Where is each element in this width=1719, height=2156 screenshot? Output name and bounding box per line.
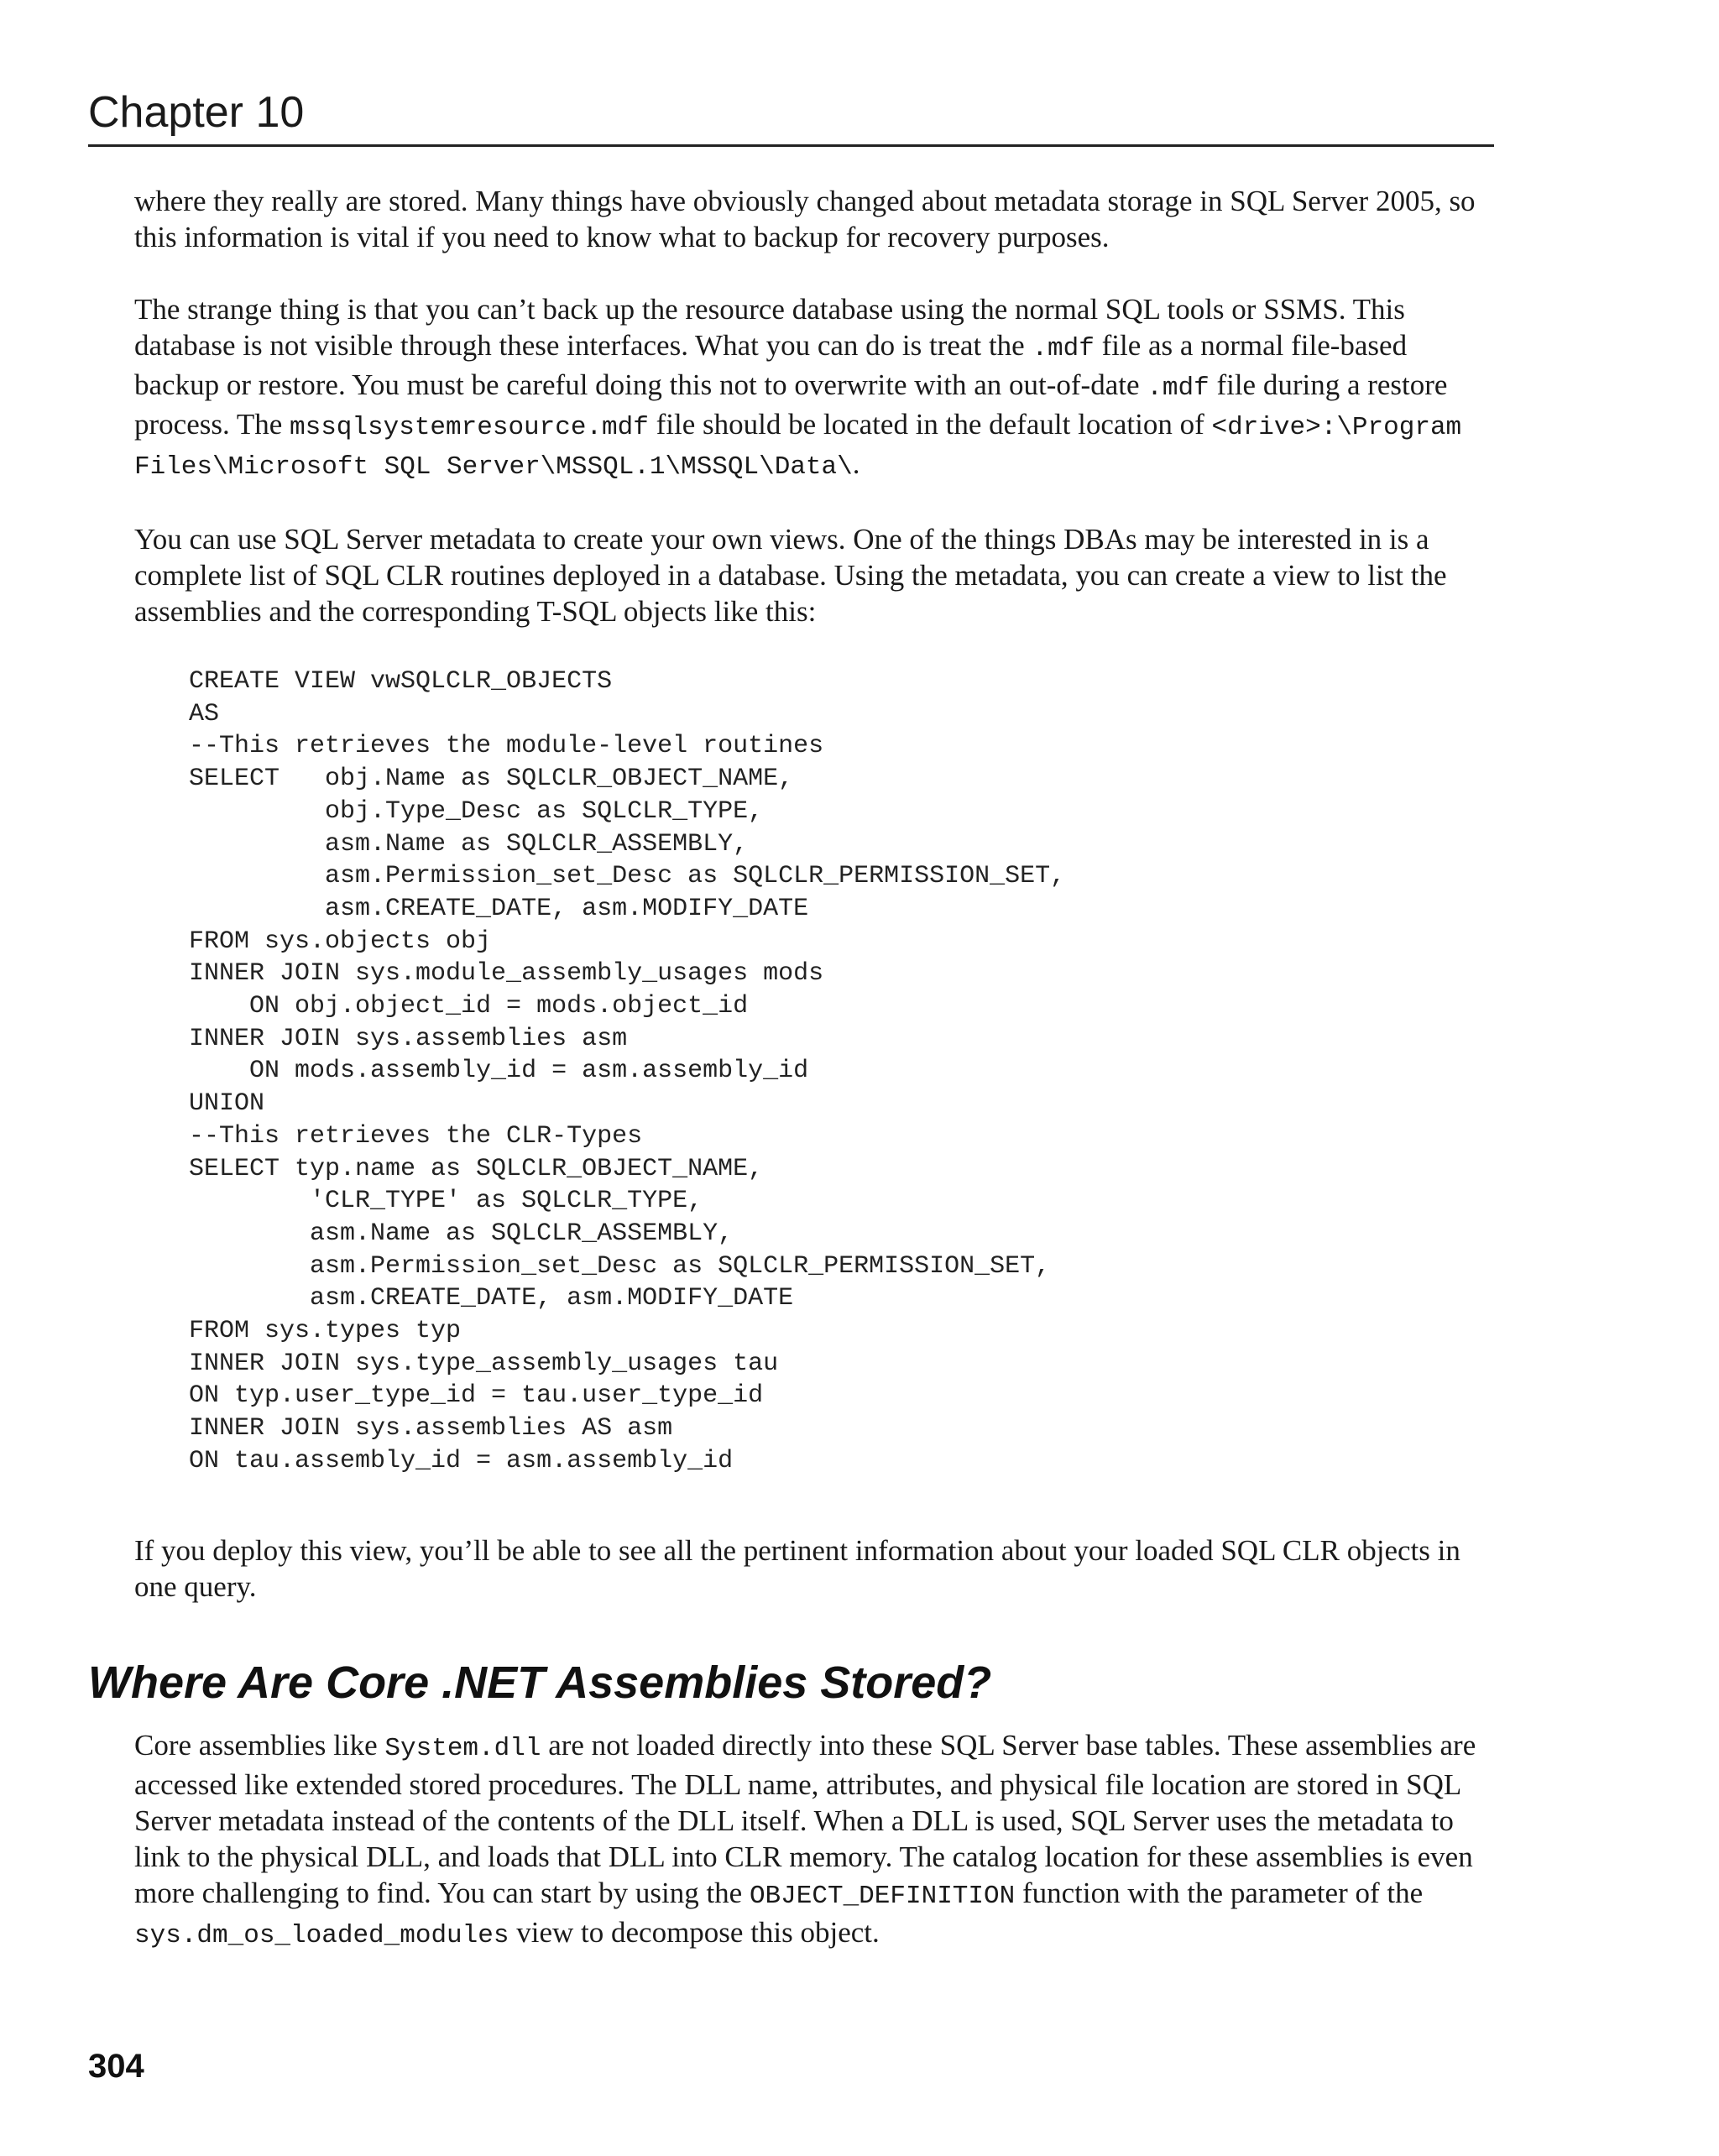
- paragraph-text: where they really are stored. Many things have obviously changed about metadata storage in SQL Server 2005, so this information is vital if you need to know what to backup for recovery purposes.: [134, 185, 1476, 253]
- paragraph-3: [134, 521, 1494, 629]
- paragraph-1: [134, 183, 1494, 255]
- inline-code: .mdf: [1147, 373, 1210, 403]
- paragraph-text: function with the parameter of the: [1015, 1877, 1424, 1909]
- paragraph-text: file during a restore process. The: [134, 368, 1448, 441]
- paragraph-text: are not loaded directly into these SQL Server base tables. These assemblies are accessed like extended stored procedures. The DLL name, attributes, and physical file location are stored in SQL Server metadata instead of the contents of the DLL itself. When a DLL is used, SQL Server uses the metadata to link to the physical DLL, and loads that DLL into CLR memory. The catalog location for these assemblies is even more challenging to find. You can start by using the: [134, 1729, 1476, 1909]
- paragraph-text: If you deploy this view, you’ll be able to see all the pertinent information about your loaded SQL CLR objects in one query.: [134, 1533, 1460, 1603]
- paragraph-2: [134, 291, 1494, 485]
- running-header: [88, 84, 1494, 147]
- section-heading: Where Are Core .NET Assemblies Stored?: [88, 1657, 992, 1708]
- paragraph-text: You can use SQL Server metadata to create your own views. One of the things DBAs may be interested in is a complete list of SQL CLR routines deployed in a database. Using the metadata, you can create a view to list the assemblies and the corresponding T-SQL objects like this:: [134, 523, 1447, 628]
- inline-code: .mdf: [1032, 334, 1095, 363]
- section-body: [134, 1727, 1494, 1990]
- inline-code: mssqlsystemresource.mdf: [290, 413, 649, 442]
- inline-code: <drive>:\Program Files\Microsoft SQL Server\MSSQL.1\MSSQL\Data\: [134, 413, 1462, 482]
- section-paragraph: [134, 1727, 1494, 1954]
- paragraph-text: Core assemblies like: [134, 1729, 385, 1762]
- inline-code: OBJECT_DEFINITION: [749, 1882, 1016, 1911]
- paragraph-4: [134, 1532, 1494, 1605]
- paragraph-text: The strange thing is that you can’t back up the resource database using the normal SQL tools or SSMS. This database is not visible through these interfaces. What you can do is treat the: [134, 293, 1405, 362]
- code-listing: CREATE VIEW vwSQLCLR_OBJECTS AS --This retrieves the module-level routines SELECT obj.Name as SQLCLR_OBJECT_NAME, obj.Type_Desc as SQLCLR_TYPE, asm.Name as SQLCLR_ASSEMBLY, asm.Permission_set_Desc as SQLCLR_PERMISSION_SET, asm.CREATE_DATE, asm.MODIFY_DATE FROM sys.objects obj INNER JOIN sys.module_assembly_usages mods ON obj.object_id = mods.object_id INNER JOIN sys.assemblies asm ON mods.assembly_id = asm.assembly_id UNION --This retrieves the CLR-Types SELECT typ.name as SQLCLR_OBJECT_NAME, 'CLR_TYPE' as SQLCLR_TYPE, asm.Name as SQLCLR_ASSEMBLY, asm.Permission_set_Desc as SQLCLR_PERMISSION_SET, asm.CREATE_DATE, asm.MODIFY_DATE FROM sys.types typ INNER JOIN sys.type_assembly_usages tau ON typ.user_type_id = tau.user_type_id INNER JOIN sys.assemblies AS asm ON tau.assembly_id = asm.assembly_id: [189, 667, 1066, 1475]
- paragraph-text: .: [852, 447, 860, 480]
- paragraph-text: view to decompose this object.: [509, 1916, 880, 1949]
- paragraph-text: file as a normal file-based backup or restore. You must be careful doing this not to overwrite with an out-of-date: [134, 329, 1408, 401]
- chapter-title: Chapter 10: [88, 88, 305, 137]
- main-content: [134, 183, 1494, 1641]
- paragraph-text: file should be located in the default location of: [648, 408, 1212, 441]
- inline-code: System.dll: [384, 1734, 541, 1763]
- page-number: 304: [88, 2048, 144, 2085]
- inline-code: sys.dm_os_loaded_modules: [134, 1921, 509, 1950]
